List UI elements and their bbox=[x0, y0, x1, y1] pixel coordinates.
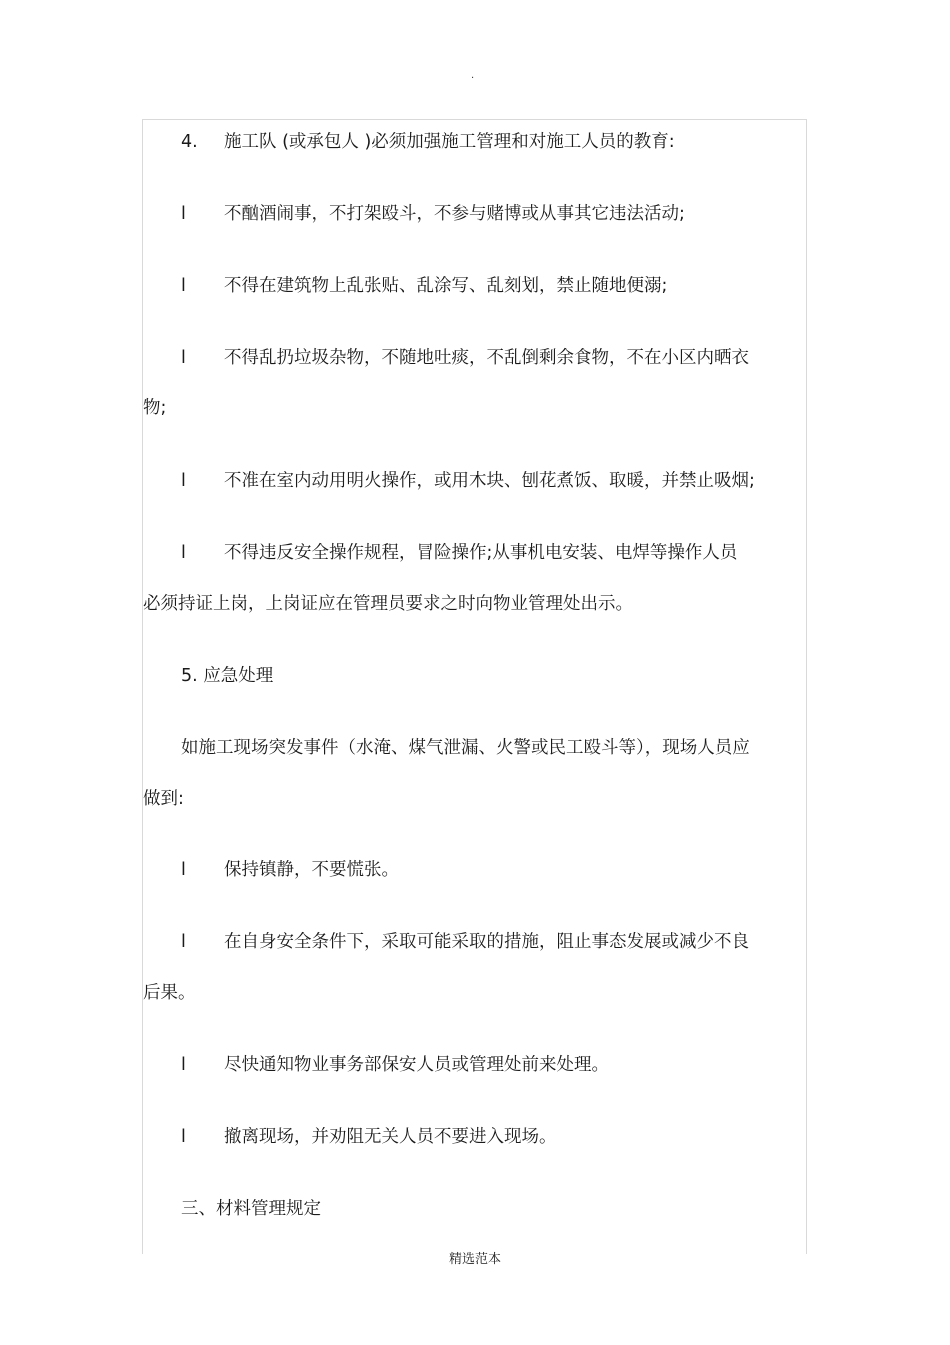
emergency-2-text: 在自身安全条件下，采取可能采取的措施，阻止事态发展或减少不良 bbox=[224, 932, 749, 952]
page-frame-left bbox=[142, 119, 143, 1254]
item5-heading: 5. 应急处理 bbox=[181, 666, 274, 686]
rule-1-text: 不酗酒闹事，不打架殴斗，不参与赌博或从事其它违法活动; bbox=[224, 204, 685, 224]
section3-heading: 三、材料管理规定 bbox=[181, 1199, 321, 1219]
item5-intro-cont: 做到: bbox=[143, 789, 184, 809]
rule-3-text: 不得乱扔垃圾杂物，不随地吐痰，不乱倒剩余食物，不在小区内晒衣 bbox=[224, 348, 749, 368]
bullet-marker: l bbox=[181, 348, 186, 368]
bullet-marker: l bbox=[181, 471, 186, 491]
rule-5-text-cont: 必须持证上岗，上岗证应在管理员要求之时向物业管理处出示。 bbox=[143, 594, 633, 614]
emergency-1-text: 保持镇静，不要慌张。 bbox=[224, 860, 399, 880]
page-frame-right bbox=[806, 119, 807, 1254]
emergency-2-text-cont: 后果。 bbox=[143, 983, 196, 1003]
rule-3-text-cont: 物; bbox=[143, 398, 167, 418]
bullet-marker: l bbox=[181, 860, 186, 880]
item4-text: 施工队 (或承包人 )必须加强施工管理和对施工人员的教育: bbox=[224, 132, 675, 152]
rule-4-text: 不准在室内动用明火操作，或用木块、刨花煮饭、取暖，并禁止吸烟; bbox=[224, 471, 755, 491]
bullet-marker: l bbox=[181, 932, 186, 952]
bullet-marker: l bbox=[181, 543, 186, 563]
page-footer: 精选范本 bbox=[448, 1252, 501, 1267]
emergency-3-text: 尽快通知物业事务部保安人员或管理处前来处理。 bbox=[224, 1055, 609, 1075]
header-mark: . bbox=[471, 70, 475, 81]
rule-2-text: 不得在建筑物上乱张贴、乱涂写、乱刻划，禁止随地便溺; bbox=[224, 276, 668, 296]
bullet-marker: l bbox=[181, 1055, 186, 1075]
emergency-4-text: 撤离现场，并劝阻无关人员不要进入现场。 bbox=[224, 1127, 557, 1147]
bullet-marker: l bbox=[181, 1127, 186, 1147]
rule-5-text: 不得违反安全操作规程，冒险操作;从事机电安装、电焊等操作人员 bbox=[224, 543, 738, 563]
bullet-marker: l bbox=[181, 204, 186, 224]
item5-intro: 如施工现场突发事件（水淹、煤气泄漏、火警或民工殴斗等），现场人员应 bbox=[181, 738, 750, 758]
page-frame-top bbox=[142, 119, 807, 120]
bullet-marker: l bbox=[181, 276, 186, 296]
item4-number: 4. bbox=[181, 132, 198, 152]
